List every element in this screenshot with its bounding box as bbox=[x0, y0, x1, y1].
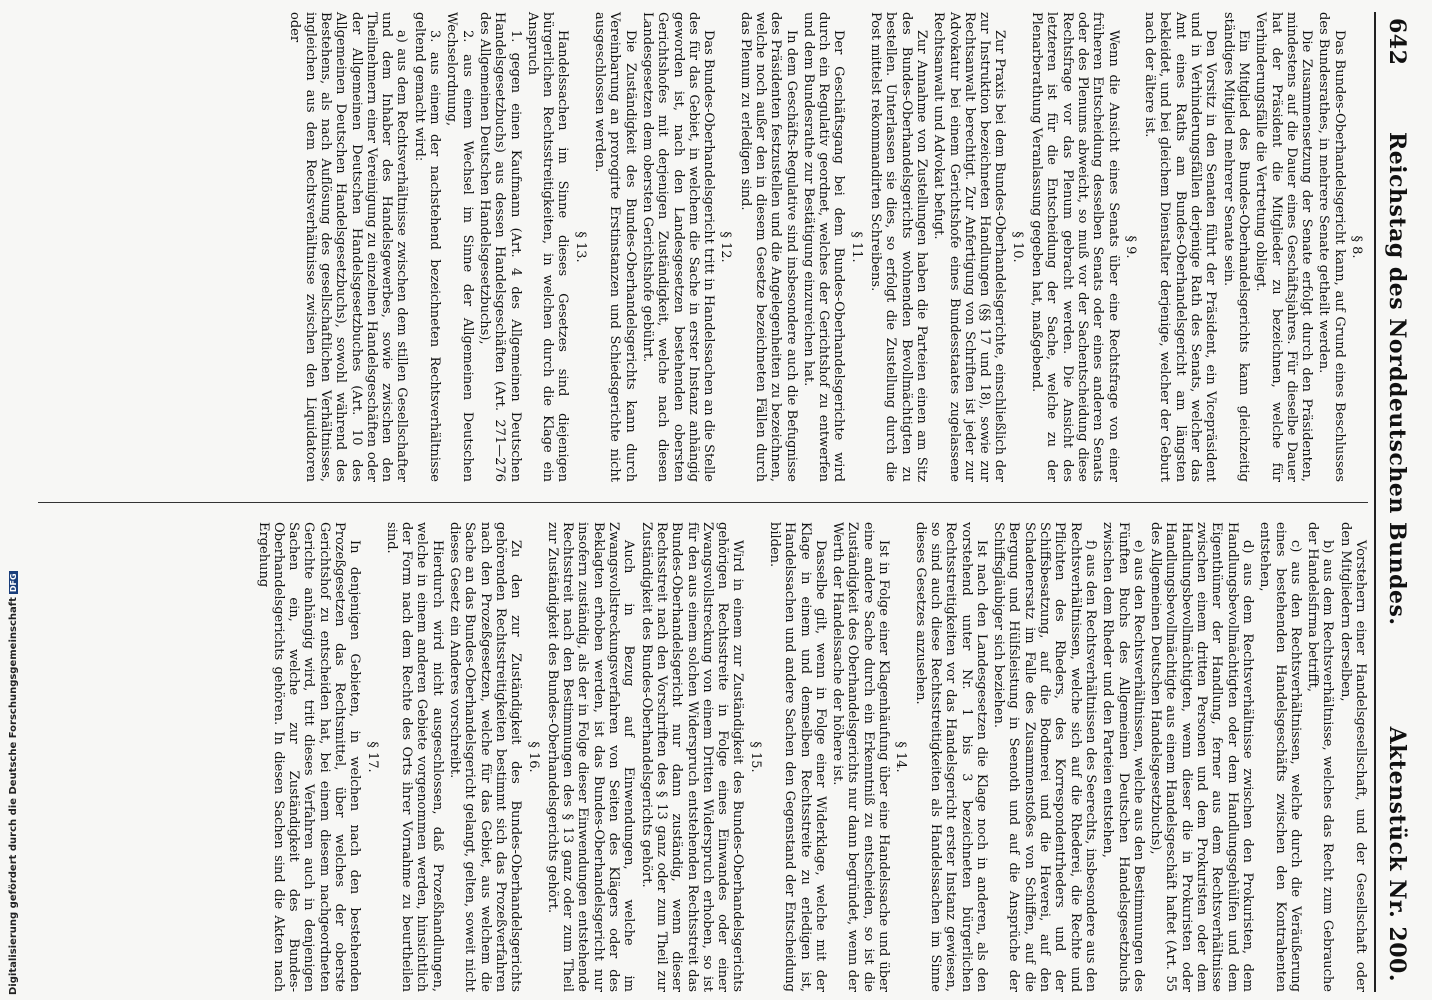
paragraph: Die Zuständigkeit des Bundes-Oberhandelsgerichts kann durch Vereinbarung an prorogirte Erstinstanzen und Schiedsgerichte nicht ausgeschlossen werden. bbox=[592, 12, 638, 482]
column-divider bbox=[38, 502, 1368, 503]
paragraph: Den Vorsitz in den Senaten führt der Präsident, ein Vicepräsident und in Verhinderungsfällen derjenige Rath des Senats, welcher das Amt eines Raths am Bundes-Oberhandelsgericht am längsten bekleidet, und bei gleichem Dienstalter derjenige, welcher der Geburt nach der ältere ist. bbox=[1142, 12, 1219, 482]
paragraph: Zu den zur Zuständigkeit des Bundes-Oberhandelsgerichts gehörenden Rechtsstreitigkeiten bestimmt sich das Prozeßverfahren nach den Prozeßgesetzen, welche für das Gebiet, aus welchem die Sache an das Bundes-Oberhandelsgericht gelangt, gelten, soweit nicht dieses Gesetz ein Anderes vorschreibt. bbox=[447, 522, 524, 992]
section-heading: § 10. bbox=[1009, 231, 1025, 263]
paragraph: In dem Geschäfts-Regulative sind insbesondere auch die Befugnisse des Präsidenten festzustellen und die Angelegenheiten zu bezeichnen, welche noch außer den in diesem Gesetze bezeichneten Fällen durch das Plenum zu erledigen sind. bbox=[737, 12, 799, 482]
paragraph: Ist nach den Landesgesetzen die Klage noch in anderen, als den vorstehend unter Nr. 1 bis 3 bezeichneten bürgerlichen Rechtsstreitigkeiten vor das Handelsgericht erster Instanz gewiesen, so sind auch diese Rechtsstreitigkeiten als Handelssachen im Sinne dieses Gesetzes anzusehen. bbox=[912, 522, 989, 992]
paragraph: Das Bundes-Oberhandelsgericht kann, auf Grund eines Beschlusses des Bundesrathes, in mehrere Senate getheilt werden. bbox=[1316, 12, 1347, 482]
section-heading: § 15. bbox=[747, 741, 763, 773]
paragraph: Zur Praxis bei dem Bundes-Oberhandelsgerichte, einschließlich der zur Instruktion bezeichneten Handlungen (§§ 17 und 18), sowie zur Rechtsanwalt berechtigt. Zur Anfertigung von Schriften ist jeder zur Advokatur bei einem Gerichtshofe eines Bundesstaates zugelassene Rechtsanwalt und Advokat befugt. bbox=[931, 12, 1008, 482]
paragraph: Der Geschäftsgang bei dem Bundes-Oberhandelsgerichte wird durch ein Regulativ geordnet, welches der Gerichtshof zu entwerfen und dem Bundesrathe zur Bestätigung einzureichen hat. bbox=[800, 12, 847, 482]
dfg-logo: DFG bbox=[9, 573, 18, 593]
rotated-page-content bbox=[32, 12, 1412, 992]
paragraph: e) aus den Rechtsverhältnissen, welche aus den Bestimmungen des Fünften Buchs des Allgemeinen Deutschen Handelsgesetzbuchs zwischen dem Rheder und den Parteien entstehen, bbox=[1100, 522, 1146, 992]
paragraph: Handelssachen im Sinne dieses Gesetzes sind diejenigen bürgerlichen Rechtsstreitigkeiten, in welchen durch die Klage ein Anspruch bbox=[524, 12, 571, 482]
paragraph: Zur Annahme von Zustellungen haben die Parteien einen am Sitz des Bundes-Oberhandelsgerichts wohnenden Bevollmächtigten zu bestellen. Unterlassen sie dies, so erfolgt die Zustellung durch die Post mittelst rekommandirten Schreibens. bbox=[868, 12, 929, 482]
header-title-left: Reichstag des Norddeutschen Bundes. bbox=[1384, 132, 1410, 626]
paragraph: Ein Mitglied des Bundes-Oberhandelsgerichts kann gleichzeitig ständiges Mitglied mehrerer Senate sein. bbox=[1220, 12, 1251, 482]
header-title-right: Aktenstück Nr. 200. bbox=[1384, 726, 1410, 982]
paragraph: Ist in Folge einer Klagenhäufung über eine Handelssache und über eine andere Sache durch ein Erkenntniß zu entscheiden, so ist die Zuständigkeit des Oberhandelsgerichts nur dann begründet, wenn der Werth der Handelssache der höhere ist. bbox=[830, 522, 892, 992]
paragraph: Auch in Bezug auf Einwendungen, welche im Zwangsvollstreckungsverfahren von Seiten des Klägers oder des Beklagten erhoben werden, ist das Bundes-Oberhandelsgericht nur insofern zuständig, als der in Folge dieser Einwendungen entstehende Rechtsstreit nach den Bestimmungen des § 13 ganz oder zum Theil zur Zuständigkeit des Bundes-Oberhandelsgerichts gehört. bbox=[544, 522, 637, 992]
paragraph: c) aus den Rechtsverhältnissen, welche durch die Veräußerung eines bestehenden Handelsgeschäfts zwischen den Kontrahenten entstehen, bbox=[1257, 522, 1303, 992]
section-heading: § 17. bbox=[364, 741, 380, 773]
paragraph: 2. aus einem Wechsel im Sinne der Allgemeinen Deutschen Wechselordnung, bbox=[444, 12, 475, 482]
paragraph: Vorstehern einer Handelsgesellschaft, und der Gesellschaft oder den Mitgliedern derselben, bbox=[1337, 522, 1368, 992]
paragraph: Hierdurch wird nicht ausgeschlossen, daß Prozeßhandlungen, welche in einem anderen Gebiete vorgenommen werden, hinsichtlich der Form nach dem Rechte des Orts ihrer Vornahme zu beurtheilen sind. bbox=[383, 522, 445, 992]
section-heading: § 16. bbox=[525, 741, 541, 773]
header-rule bbox=[1374, 12, 1376, 992]
paragraph: Dasselbe gilt, wenn in Folge einer Widerklage, welche mit der Klage in einem und demselben Rechtsstreite zu erledigen ist, Handelssachen und andere Sachen den Gegenstand der Entscheidung bilden. bbox=[767, 522, 828, 992]
digitization-note bbox=[8, 571, 19, 995]
paragraph: 3. aus einem der nachstehend bezeichneten Rechtsverhältnisse geltend gemacht wird: bbox=[411, 12, 443, 482]
paragraph: f) aus den Rechtsverhältnissen des Seerechts, insbesondere aus den Rechtsverhältnissen, welche sich auf die Rhederei, die Rechte und Pflichten des Rheders, des Korrespondentrheders und der Schiffsbesatzung, auf die Bodmerei und die Haverei, auf den Schadenersatz im Falle des Zusammenstoßes von Schiffen, auf die Bergung und Hülfsleistung in Seenoth und auf die Ansprüche der Schiffsgläubiger sich beziehen. bbox=[991, 522, 1098, 992]
paragraph: a) aus dem Rechtsverhältnisse zwischen dem stillen Gesellschafter und dem Inhaber des Handelsgewerbes, sowie zwischen den Theilnehmern einer Vereinigung zu einzelnen Handelsgeschäften oder der Allgemeinen Deutschen Handelsgesetzbuches (Art. 10 des Allgemeinen Deutschen Handelsgesetzbuchs), sowohl während des Bestehens, als nach Auflösung des gesellschaftlichen Verhältnisses, ingleichen aus dem Rechtsverhältnisse zwischen den Liquidatoren oder bbox=[287, 12, 410, 482]
section-heading: § 13. bbox=[572, 231, 588, 263]
section-heading: § 12. bbox=[718, 231, 734, 263]
section-heading: § 14. bbox=[893, 741, 909, 773]
paragraph: 1. gegen einen Kaufmann (Art. 4 des Allgemeinen Deutschen Handelsgesetzbuchs) aus dessen Handelsgeschäften (Art. 271—276 des Allgemeinen Deutschen Handelsgesetzbuchs), bbox=[476, 12, 523, 482]
paragraph: Wenn die Ansicht eines Senats über eine Rechtsfrage von einer früheren Entscheidung desselben Senats oder eines anderen Senats oder des Plenums abweicht, so muß vor der Sachentscheidung diese Rechtsfrage vor das Plenum gebracht werden. Die Ansicht des letzteren ist für die Entscheidung der Sache, welche zu der Plenarberathung Veranlassung gegeben hat, maßgebend. bbox=[1029, 12, 1121, 482]
paragraph: d) aus dem Rechtsverhältnisse zwischen den Prokuristen, dem Handlungsbevollmächtigten oder dem Handlungsgehülfen und dem Eigenthümer der Handlung, ferner aus dem Rechtsverhältnisse zwischen einem dritten Personen und dem Prokuristen oder dem Handlungsbevollmächtigten, wenn dieser die in Prokuristen oder Handlungsbevollmächtigte aus einem Handelsgeschäft haftet (Art. 55 des Allgemeinen Deutschen Handelsgesetzbuchs), bbox=[1148, 522, 1255, 992]
left-column bbox=[285, 12, 1368, 482]
paragraph: Das Bundes-Oberhandelsgericht tritt in Handelssachen an die Stelle des für das Gebiet, in welchem die Sache in erster Instanz anhängig geworden ist, nach den Landesgesetzen bestehenden obersten Gerichtshofes mit derjenigen Zuständigkeit, welche nach diesen Landesgesetzen dem obersten Gerichtshofe gebührt. bbox=[639, 12, 717, 482]
section-heading: § 8. bbox=[1349, 235, 1364, 259]
right-column bbox=[253, 522, 1368, 992]
digitization-text: Digitalisierung gefördert durch die Deutsche Forschungsgemeinschaft bbox=[8, 597, 19, 995]
section-heading: § 9. bbox=[1122, 235, 1138, 259]
page-number: 642 bbox=[1384, 18, 1410, 66]
page-header bbox=[1378, 12, 1412, 992]
paragraph: Die Zusammensetzung der Senate erfolgt durch den Präsidenten, mindestens auf die Dauer eines Geschäftsjahres. Für dieselbe Dauer hat der Präsident die Mitglieder zu bezeichnen, welche für Verhinderungsfälle die Vertretung obliegt. bbox=[1253, 12, 1315, 482]
paragraph: b) aus dem Rechtsverhältnisse, welches das Recht zum Gebrauche der Handelsfirma betrifft, bbox=[1305, 522, 1336, 992]
paragraph: In denjenigen Gebieten, in welchen nach den bestehenden Prozeßgesetzen das Rechtsmittel, über welches der oberste Gerichtshof zu entscheiden hat, bei einem diesem nachgeordneten Gerichte anhängig wird, tritt dieses Verfahren auch in denjenigen Sachen ein, welche zur Zuständigkeit des Bundes-Oberhandelsgerichts gehören. In diesen Sachen sind die Akten nach Ergehung bbox=[255, 522, 363, 992]
section-heading: § 11. bbox=[848, 231, 864, 263]
paragraph: Wird in einem zur Zuständigkeit des Bundes-Oberhandelsgerichts gehörigen Rechtsstreite in Folge eines Einwandes oder einer Zwangsvollstreckung von einem Dritten Widerspruch erhoben, so ist für den aus einem solchen Widerspruch entstehenden Rechtsstreit das Bundes-Oberhandelsgericht nur dann zuständig, wenn dieser Rechtsstreit nach den Vorschriften des § 13 ganz oder zum Theil zur Zuständigkeit des Bundes-Oberhandelsgerichts gehört. bbox=[638, 522, 746, 992]
